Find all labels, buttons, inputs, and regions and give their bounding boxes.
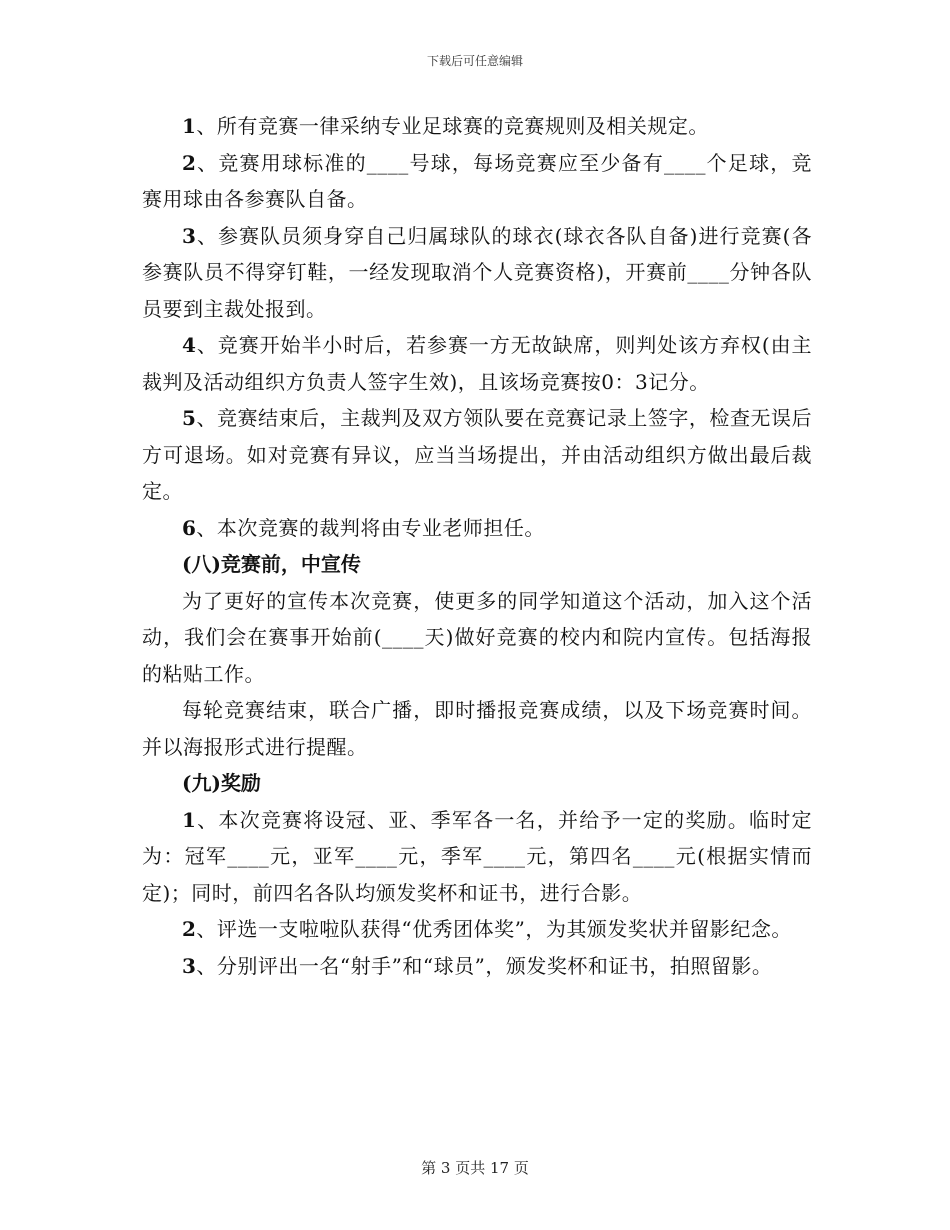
section-heading-publicity: (八)竞赛前，中宣传 bbox=[182, 552, 361, 576]
award-item-3 bbox=[142, 948, 812, 985]
rule-number: 2 bbox=[182, 150, 197, 175]
publicity-paragraph-2: 每轮竞赛结束，联合广播，即时播报竞赛成绩，以及下场竞赛时间。并以海报形式进行提醒。 bbox=[142, 698, 812, 759]
award-text: 、评选一支啦啦队获得“优秀团体奖”，为其颁发奖状并留影纪念。 bbox=[196, 917, 792, 941]
award-number: 2 bbox=[182, 917, 197, 941]
award-item-1 bbox=[142, 802, 812, 912]
award-text: 、本次竞赛将设冠、亚、季军各一名，并给予一定的奖励。临时定为：冠军____元，亚军____元，季军____元，第四名____元(根据实情而定)；同时，前四名各队均颁发奖杯和证书，进行合影。 bbox=[142, 807, 812, 905]
rule-number: 5 bbox=[182, 406, 197, 430]
rule-number: 6 bbox=[182, 515, 197, 540]
page-header: 下载后可任意编辑 bbox=[426, 54, 523, 68]
rule-text: 、竞赛结束后，主裁判及双方领队要在竞赛记录上签字，检查无误后方可退场。如对竞赛有异议，应当当场提出，并由活动组织方做出最后裁定。 bbox=[142, 406, 812, 503]
rule-number: 4 bbox=[182, 333, 197, 357]
rule-text: 、竞赛开始半小时后，若参赛一方无故缺席，则判处该方弃权(由主裁判及活动组织方负责人签字生效)，且该场竞赛按0：3记分。 bbox=[142, 333, 812, 394]
rule-text: 、参赛队员须身穿自己归属球队的球衣(球衣各队自备)进行竞赛(各参赛队员不得穿钉鞋，一经发现取消个人竞赛资格)，开赛前____分钟各队员要到主裁处报到。 bbox=[142, 223, 812, 321]
rule-5 bbox=[142, 400, 812, 510]
rule-number: 3 bbox=[182, 223, 197, 248]
award-number: 3 bbox=[182, 953, 197, 978]
rule-2 bbox=[142, 145, 812, 218]
rule-4 bbox=[142, 327, 812, 400]
award-item-2 bbox=[142, 911, 812, 948]
rule-3 bbox=[142, 218, 812, 328]
rule-number: 1 bbox=[182, 114, 197, 138]
page-footer: 第 3 页共 17 页 bbox=[421, 1159, 529, 1177]
rule-text: 、本次竞赛的裁判将由专业老师担任。 bbox=[196, 515, 545, 540]
section-heading-awards: (九)奖励 bbox=[182, 771, 261, 795]
rule-1 bbox=[142, 108, 812, 145]
rule-text: 、所有竞赛一律采纳专业足球赛的竞赛规则及相关规定。 bbox=[196, 114, 709, 138]
document-body bbox=[142, 108, 812, 984]
award-number: 1 bbox=[182, 807, 197, 832]
rule-text: 、竞赛用球标准的____号球，每场竞赛应至少备有____个足球，竞赛用球由各参赛队自备。 bbox=[142, 150, 812, 211]
award-text: 、分别评出一名“射手”和“球员”，颁发奖杯和证书，拍照留影。 bbox=[196, 953, 773, 978]
rule-6 bbox=[142, 510, 812, 547]
publicity-paragraph-1: 为了更好的宣传本次竞赛，使更多的同学知道这个活动，加入这个活动，我们会在赛事开始前(____天)做好竞赛的校内和院内宣传。包括海报的粘贴工作。 bbox=[142, 588, 812, 686]
